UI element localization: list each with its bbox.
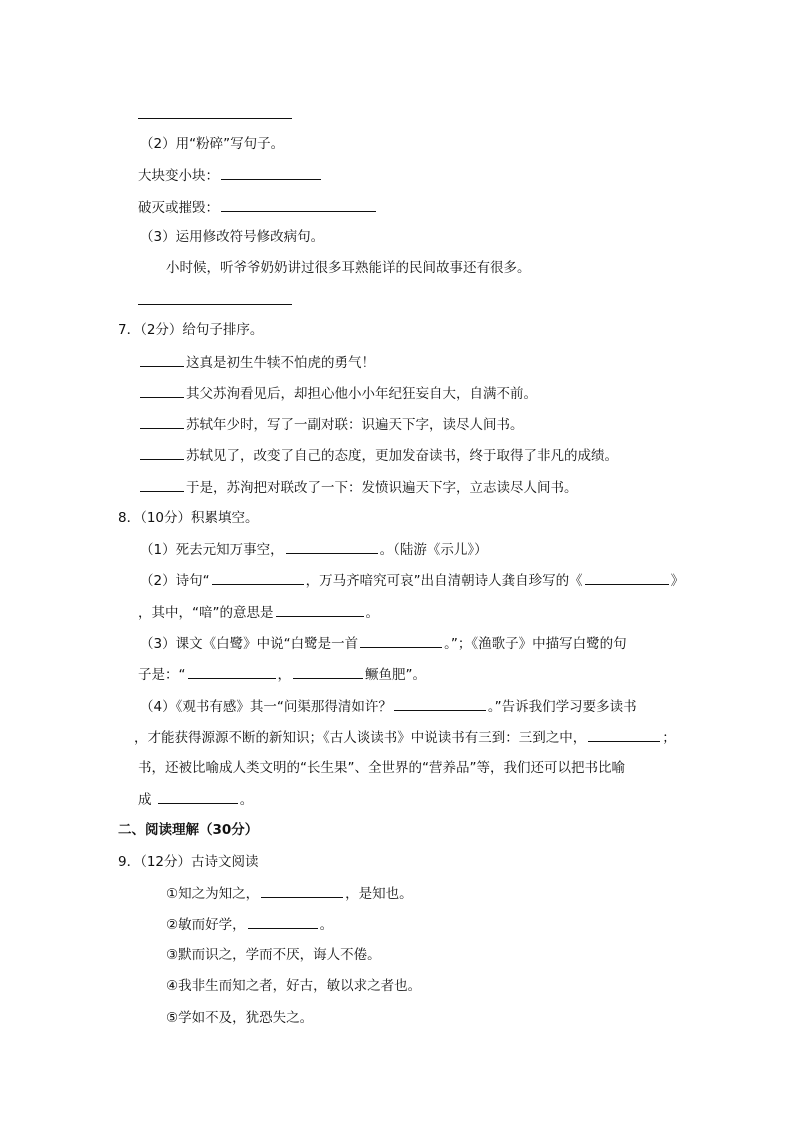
q7-item: 其父苏洵看见后，却担心他小小年纪狂妄自大，自满不前。 bbox=[138, 384, 537, 403]
fill-blank[interactable] bbox=[248, 915, 318, 929]
q8-p4-cont2: 书，还被比喻成人类文明的“长生果”、全世界的“营养品”等，我们还可以把书比喻 bbox=[138, 760, 625, 776]
fill-blank[interactable] bbox=[158, 790, 238, 804]
q8-p4-cont3: 成 。 bbox=[138, 792, 254, 808]
order-blank[interactable] bbox=[140, 384, 184, 398]
q8-p1: （1）死去元知万事空， 。（陆游《示儿》） bbox=[140, 542, 488, 558]
q8-p3: （3）课文《白鹭》中说“白鹭是一首 。”；《渔歌子》中描写白鹭的句 bbox=[140, 636, 627, 652]
sick-sentence: 小时候，听爷爷奶奶讲过很多耳熟能详的民间故事还有很多。 bbox=[166, 260, 531, 276]
fill-blank[interactable] bbox=[212, 571, 304, 585]
q8-p4: （4）《观书有感》其一“问渠那得清如许？ 。”告诉我们学习要多读书 bbox=[140, 699, 637, 715]
q7-item: 这真是初生牛犊不怕虎的勇气！ bbox=[138, 353, 375, 372]
q6-part2: （2）用“粉碎”写句子。 bbox=[140, 136, 285, 152]
order-blank[interactable] bbox=[140, 415, 184, 429]
q9-line5: ⑤学如不及，犹恐失之。 bbox=[166, 1010, 314, 1026]
q9-title: 9．（12分）古诗文阅读 bbox=[118, 854, 259, 870]
q7-item: 苏轼见了，改变了自己的态度，更加发奋读书，终于取得了非凡的成绩。 bbox=[138, 446, 618, 465]
fill-blank[interactable] bbox=[188, 665, 276, 679]
section-title: 二、阅读理解（30分） bbox=[118, 822, 259, 838]
destroy-label: 破灭或摧毁： bbox=[138, 200, 219, 216]
fill-blank[interactable] bbox=[293, 665, 363, 679]
q8-p4-cont: ，才能获得源源不断的新知识；《古人谈读书》中说读书有三到：三到之中， ； bbox=[134, 730, 676, 746]
fill-blank[interactable] bbox=[394, 697, 486, 711]
small-label: 大块变小块： bbox=[138, 168, 219, 184]
order-blank[interactable] bbox=[140, 478, 184, 492]
q8-title: 8．（10分）积累填空。 bbox=[118, 510, 259, 526]
q9-line2: ②敏而好学， 。 bbox=[166, 917, 334, 933]
order-blank[interactable] bbox=[140, 446, 184, 460]
fill-blank[interactable] bbox=[360, 634, 442, 648]
fill-blank[interactable] bbox=[261, 884, 343, 898]
q7-item: 苏轼年少时，写了一副对联：识遍天下字，读尽人间书。 bbox=[138, 415, 524, 434]
answer-line[interactable] bbox=[138, 304, 292, 305]
order-blank[interactable] bbox=[140, 353, 184, 367]
q7-item: 于是，苏洵把对联改了一下：发愤识遍天下字，立志读尽人间书。 bbox=[138, 478, 578, 497]
small-blank[interactable] bbox=[221, 166, 321, 180]
fill-blank[interactable] bbox=[588, 728, 660, 742]
q9-line3: ③默而识之，学而不厌，诲人不倦。 bbox=[166, 947, 381, 963]
q7-title: 7．（2分）给句子排序。 bbox=[118, 322, 264, 338]
q9-line1: ①知之为知之， ，是知也。 bbox=[166, 886, 413, 902]
fill-blank[interactable] bbox=[276, 603, 364, 617]
q6-part3: （3）运用修改符号修改病句。 bbox=[140, 229, 325, 245]
fill-blank[interactable] bbox=[585, 571, 669, 585]
q6-destroy-row bbox=[138, 198, 378, 217]
destroy-blank[interactable] bbox=[221, 198, 376, 212]
q8-p3-cont: 子是：“ ， 鳜鱼肥”。 bbox=[138, 667, 426, 683]
fill-blank[interactable] bbox=[286, 540, 378, 554]
q8-p2-cont: ，其中，“喑”的意思是 。 bbox=[138, 605, 379, 621]
q8-p2: （2）诗句“ ，万马齐喑究可哀”出自清朝诗人龚自珍写的《 》 bbox=[140, 573, 685, 589]
answer-line[interactable] bbox=[138, 118, 292, 119]
q9-line4: ④我非生而知之者，好古，敏以求之者也。 bbox=[166, 978, 422, 994]
q6-small-row bbox=[138, 166, 323, 185]
